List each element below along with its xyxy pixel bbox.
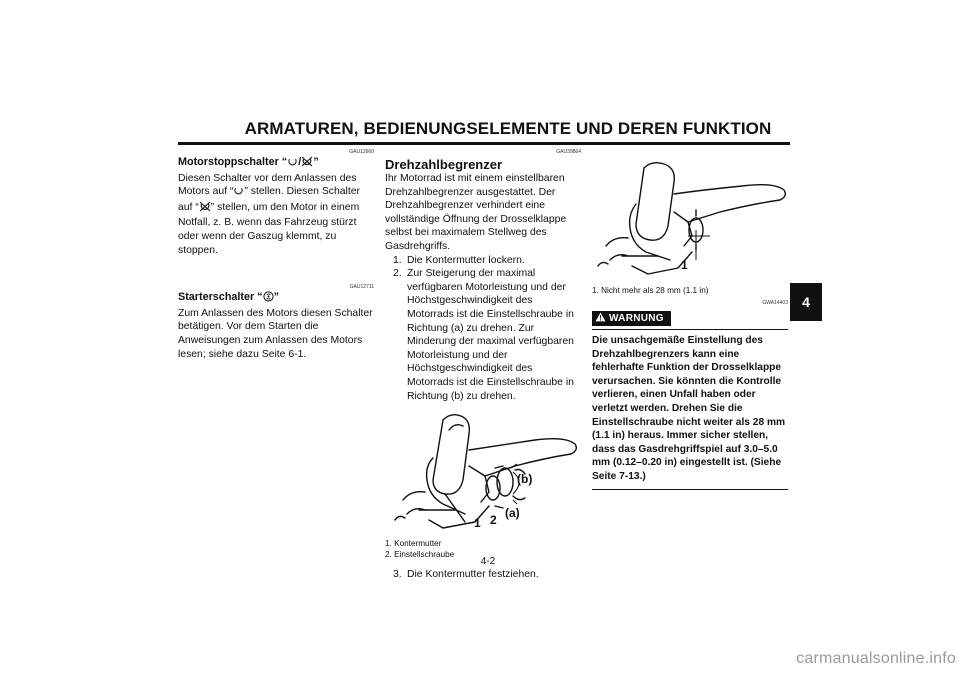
reference-code: GAU39864 <box>556 149 581 155</box>
step-item: 3. Die Kontermutter festziehen. <box>393 569 539 581</box>
column-left <box>178 148 374 361</box>
figure-label: 1 <box>474 516 481 531</box>
page-number: 4-2 <box>480 556 496 567</box>
run-switch-icon <box>287 156 298 172</box>
chapter-tab: 4 <box>790 283 822 321</box>
page-header-title: ARMATUREN, BEDIENUNGSELEMENTE UND DEREN FUNKTION <box>244 119 772 138</box>
engine-stop-switch-text: Diesen Schalter vor dem Anlassen des Motors auf “ ” stellen. Diesen Schalter auf “ ” stellen, um den Motor in einem Notfall, z. B. wenn das Fahrzeug stürzt oder wenn der Gaszug klemmt, zu stoppen. <box>178 172 360 256</box>
figure-label: 2 <box>490 513 497 528</box>
throttle-stop-figure <box>385 410 581 538</box>
figure-label: (b) <box>517 472 533 487</box>
figure-caption: 1. Nicht mehr als 28 mm (1.1 in) <box>592 286 709 295</box>
step-item: 2. Zur Steigerung der maximal verfügbaren Motorleistung und der Höchstgeschwindigkeit des Motorrads ist die Einstellschraube in Richtung (a) zu drehen. Zur Minderung der maximal verfügbaren Motorleistung und der Höchstgeschwindigkeit des Motorrads ist die Einstellschraube in Richtung (b) zu drehen. <box>393 268 574 402</box>
reference-code: GAU12660 <box>349 149 374 155</box>
throttle-grip-illustration <box>385 410 581 538</box>
figure-caption: 1. Kontermutter <box>385 539 442 549</box>
run-switch-icon <box>233 185 244 201</box>
adjust-limit-figure <box>592 160 788 282</box>
section-heading: Drehzahlbegrenzer <box>385 157 503 172</box>
warning-box <box>592 309 788 490</box>
starter-switch-text: Zum Anlassen des Motors diesen Schalter betätigen. Vor dem Starten die Anweisungen zum Anlassen des Motors lesen; siehe dazu Seite 6-1. <box>178 307 373 360</box>
starter-switch-heading: Starterschalter “ ” <box>178 291 374 307</box>
engine-stop-switch-heading: Motorstoppschalter “ / ” <box>178 156 374 172</box>
header-rule <box>178 142 790 145</box>
steps-list <box>385 254 581 404</box>
warning-triangle-icon <box>595 312 606 325</box>
warning-end-rule <box>592 489 788 491</box>
column-middle <box>385 148 581 582</box>
watermark: carmanualsonline.info <box>796 650 956 667</box>
adjust-limit-illustration <box>592 160 788 282</box>
starter-icon <box>263 291 274 307</box>
reference-code: GAU12711 <box>349 284 374 291</box>
intro-text: Ihr Motorrad ist mit einem einstellbaren Drehzahlbegrenzer ausgestattet. Der Drehzahlbegrenzer verhindert eine vollständige Öffnung der Drosselklappe selbst bei maximalem Stellweg des Gasdrehgriffs. <box>385 173 567 252</box>
stop-switch-icon <box>301 156 313 172</box>
warning-text: Die unsachgemäße Einstellung des Drehzahlbegrenzers kann eine fehlerhafte Funktion der Drosselklappe verursachen. Sie könnten die Kontrolle verlieren, einen Unfall haben oder verletzt werden. Drehen Sie die Einstellschraube nicht weiter als 28 mm (1.1 in) heraus. Immer sicher stellen, dass das Gasdrehgriffspiel auf 3.0–5.0 mm (0.12–0.20 in) eingestellt ist. (Siehe Seite 7-13.) <box>592 335 786 482</box>
stop-switch-icon <box>199 201 211 217</box>
warning-badge: WARNUNG <box>592 311 671 326</box>
figure-label: 1 <box>681 258 688 272</box>
figure-label: (a) <box>505 506 520 521</box>
figure-caption: 2. Einstellschraube <box>385 550 455 560</box>
warning-rule <box>592 329 788 330</box>
steps-list <box>385 568 581 582</box>
step-item: 1. Die Kontermutter lockern. <box>393 254 525 266</box>
reference-code: GWA14403 <box>762 300 788 306</box>
